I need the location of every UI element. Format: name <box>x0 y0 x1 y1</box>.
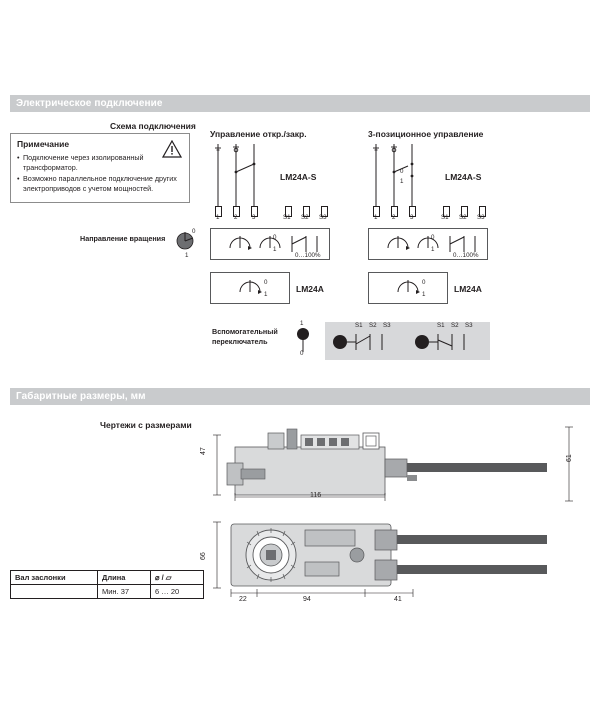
section-header-electrical: Электрическое подключение <box>10 95 590 112</box>
shaft-table-header: Вал заслонки <box>11 571 98 585</box>
rotation-mark-0: 0 <box>192 228 196 235</box>
mark-1: 1 <box>431 246 435 253</box>
terminal-label: S2 <box>301 214 309 221</box>
mark-1: 1 <box>422 291 426 298</box>
aux-terminal-label: S3 <box>465 322 473 329</box>
aux-terminal-label: S2 <box>451 322 459 329</box>
device-label-1: LM24A-S <box>280 172 317 182</box>
mark-1: 1 <box>400 178 404 185</box>
shaft-table-cell: Мин. 37 <box>98 585 151 599</box>
diagram-title-2: 3-позиционное управление <box>368 129 484 139</box>
mark-1: 1 <box>264 291 268 298</box>
device-label-1b: LM24A <box>296 284 324 294</box>
scale-label-1: 0…100% <box>295 252 321 259</box>
aux-terminal-label: S1 <box>437 322 445 329</box>
shaft-table-cell <box>11 585 98 599</box>
mark-0: 0 <box>431 234 435 241</box>
rotation-label: Направление вращения <box>80 234 166 243</box>
aux-mark-0: 0 <box>300 350 304 357</box>
subtitle-drawings: Чертежи с размерами <box>100 420 192 430</box>
dim-bottom-d2: 94 <box>303 596 311 603</box>
mark-1: 1 <box>273 246 277 253</box>
shaft-table <box>10 570 204 599</box>
aux-mark-1: 1 <box>300 320 304 327</box>
mark-0: 0 <box>273 234 277 241</box>
device-box-1b-graphic <box>212 274 288 302</box>
table-row <box>11 585 204 599</box>
dim-top-height-right: 61 <box>566 454 573 462</box>
terminal-label: S3 <box>319 214 327 221</box>
shaft-table-cell: 6 … 20 <box>151 585 204 599</box>
aux-label-line1: Вспомогательный <box>212 327 278 336</box>
aux-terminal-label: S3 <box>383 322 391 329</box>
note-title: Примечание <box>17 139 70 149</box>
mark-0: 0 <box>422 279 426 286</box>
dim-bottom-height: 66 <box>200 552 207 560</box>
rotation-mark-1: 1 <box>185 252 189 259</box>
device-label-2b: LM24A <box>454 284 482 294</box>
shaft-table-header: Длина <box>98 571 151 585</box>
aux-switch-diagram-2 <box>412 326 488 358</box>
warning-triangle-icon <box>162 140 182 158</box>
note-item: • Подключение через изолированный трансформатор. <box>17 153 183 172</box>
terminal-label: 2 <box>392 214 396 221</box>
scale-label-2: 0…100% <box>453 252 479 259</box>
dim-bottom-d1: 22 <box>239 596 247 603</box>
aux-switch-diagram-1 <box>330 326 406 358</box>
shaft-table-header: ⌀ / ▱ <box>151 571 204 585</box>
dim-bottom-d3: 41 <box>394 596 402 603</box>
device-box-2b-graphic <box>370 274 446 302</box>
dim-top-width: 116 <box>310 492 322 499</box>
terminal-label: S1 <box>441 214 449 221</box>
mark-0: 0 <box>400 168 404 175</box>
terminal-label: S2 <box>459 214 467 221</box>
terminal-label: S3 <box>477 214 485 221</box>
subtitle-wiring: Схема подключения <box>110 121 196 131</box>
terminal-label: 3 <box>410 214 414 221</box>
device-label-2: LM24A-S <box>445 172 482 182</box>
terminal-label: 1 <box>374 214 378 221</box>
aux-terminal-label: S2 <box>369 322 377 329</box>
terminal-label: 2 <box>234 214 238 221</box>
terminal-label: S1 <box>283 214 291 221</box>
section-header-dimensions: Габаритные размеры, мм <box>10 388 590 405</box>
terminal-label: 1 <box>216 214 220 221</box>
aux-label-line2: переключатель <box>212 337 268 346</box>
dim-top-height-left: 47 <box>200 447 207 455</box>
terminal-label: 3 <box>252 214 256 221</box>
diagram-title-1: Управление откр./закр. <box>210 129 307 139</box>
mark-0: 0 <box>264 279 268 286</box>
note-item: • Возможно параллельное подключение других электроприводов с учетом мощностей. <box>17 174 183 193</box>
aux-terminal-label: S1 <box>355 322 363 329</box>
